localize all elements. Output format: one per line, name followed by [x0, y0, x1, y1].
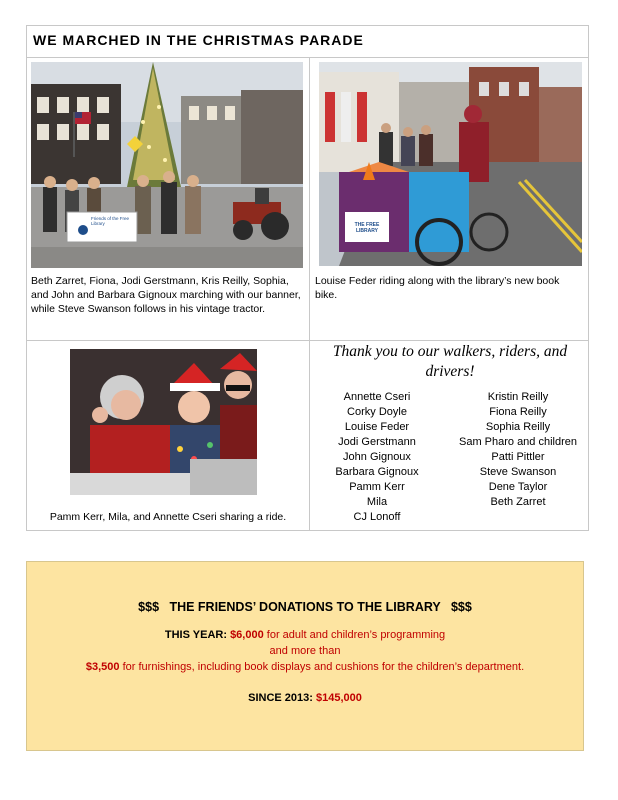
- names-left-column: [317, 390, 437, 525]
- furnishings-line: [27, 661, 583, 673]
- volunteer-name: Corky Doyle: [347, 406, 407, 418]
- this-year-line: [27, 629, 583, 641]
- volunteer-name: Mila: [366, 496, 388, 508]
- donations-box: [26, 561, 584, 751]
- parade-article: [26, 25, 589, 531]
- volunteer-name: Sam Pharo and children: [458, 436, 577, 448]
- volunteer-name: CJ Lonoff: [353, 511, 401, 523]
- volunteer-name: Louise Feder: [344, 421, 410, 433]
- book-bike-caption: Louise Feder riding along with the library’s new book bike.: [315, 275, 560, 301]
- volunteer-name: Sophia Reilly: [485, 421, 551, 433]
- since-label: SINCE 2013:: [248, 692, 313, 704]
- volunteer-name: Annette Cseri: [343, 391, 411, 403]
- book-bike-photo: [319, 62, 582, 266]
- since-amount: $145,000: [315, 692, 362, 704]
- thanks-heading: Thank you to our walkers, riders, and drivers!: [332, 343, 568, 380]
- book-bike-label: THE FREE LIBRARY: [354, 222, 380, 234]
- column-divider-top: [309, 58, 310, 341]
- this-year-description: for adult and children’s programming: [266, 629, 446, 641]
- ride-photo: [70, 349, 257, 495]
- volunteer-name: Fiona Reilly: [489, 406, 547, 418]
- volunteer-name: Barbara Gignoux: [335, 466, 419, 478]
- donations-heading: $$$ THE FRIENDS’ DONATIONS TO THE LIBRARY $$$: [138, 600, 472, 614]
- this-year-amount: $6,000: [230, 629, 264, 641]
- parade-photo: [31, 62, 303, 268]
- volunteer-name: Patti Pittler: [491, 451, 545, 463]
- column-divider-bottom: [309, 340, 310, 531]
- furnishings-amount: $3,500: [85, 661, 120, 673]
- volunteer-name: Beth Zarret: [490, 496, 546, 508]
- section-title: WE MARCHED IN THE CHRISTMAS PARADE: [27, 26, 588, 58]
- names-right-column: [447, 390, 589, 510]
- this-year-label: THIS YEAR:: [164, 629, 227, 641]
- volunteer-name: Dene Taylor: [488, 481, 548, 493]
- parade-banner-text: Friends of the Free Library: [91, 216, 130, 226]
- furnishings-description: for furnishings, including book displays and cushions for the children’s department.: [122, 661, 525, 673]
- parade-caption: Beth Zarret, Fiona, Jodi Gerstmann, Kris Reilly, Sophia, and John and Barbara Gignoux marching with our banner, while Steve Swanson follows in his vintage tractor.: [31, 275, 301, 315]
- volunteer-name: John Gignoux: [343, 451, 411, 463]
- volunteer-name: Jodi Gerstmann: [338, 436, 416, 448]
- since-line: [27, 692, 583, 704]
- ride-caption: Pamm Kerr, Mila, and Annette Cseri sharing a ride.: [49, 511, 287, 523]
- volunteer-name: Pamm Kerr: [349, 481, 405, 493]
- row-divider: [27, 340, 588, 341]
- and-more-than-line: and more than: [269, 645, 341, 657]
- volunteer-name: Kristin Reilly: [487, 391, 549, 403]
- volunteer-name: Steve Swanson: [479, 466, 557, 478]
